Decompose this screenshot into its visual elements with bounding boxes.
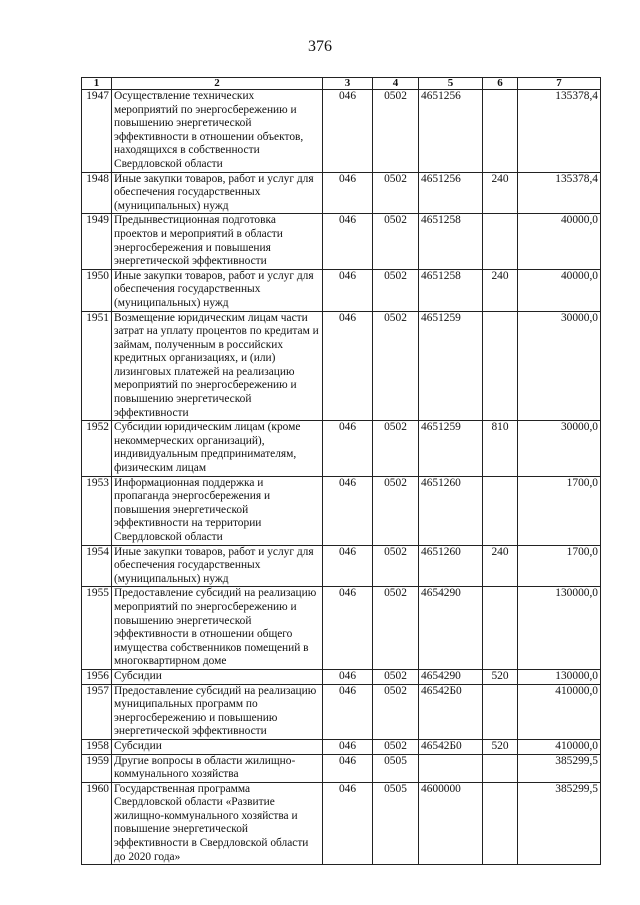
section-code: 0502	[373, 587, 419, 670]
table-row	[82, 587, 601, 670]
section-code: 0502	[373, 421, 419, 476]
admin-code: 046	[323, 669, 373, 684]
expense-type-code	[483, 90, 518, 173]
item-name: Другие вопросы в области жилищно-коммунального хозяйства	[112, 754, 323, 782]
target-article-code: 4651258	[419, 214, 483, 269]
table-row	[82, 90, 601, 173]
page-number: 376	[308, 38, 332, 55]
item-name: Предынвестиционная подготовка проектов и мероприятий в области энергосбережения и повышения энергетической эффективности	[112, 214, 323, 269]
column-header: 4	[373, 78, 419, 90]
amount: 135378,4	[518, 90, 601, 173]
expense-type-code: 240	[483, 269, 518, 311]
row-number: 1948	[82, 172, 112, 214]
target-article-code: 4651259	[419, 421, 483, 476]
admin-code: 046	[323, 754, 373, 782]
section-code: 0502	[373, 545, 419, 587]
table-row	[82, 782, 601, 865]
expense-type-code	[483, 782, 518, 865]
table-row	[82, 669, 601, 684]
target-article-code: 4654290	[419, 669, 483, 684]
admin-code: 046	[323, 421, 373, 476]
item-name: Информационная поддержка и пропаганда энергосбережения и повышения энергетической эффективности на территории Свердловской области	[112, 476, 323, 545]
section-code: 0502	[373, 684, 419, 739]
expense-type-code	[483, 754, 518, 782]
expense-type-code	[483, 311, 518, 421]
table-row	[82, 754, 601, 782]
table-row	[82, 269, 601, 311]
target-article-code: 4651258	[419, 269, 483, 311]
row-number: 1957	[82, 684, 112, 739]
item-name: Государственная программа Свердловской области «Развитие жилищно-коммунального хозяйства и повышение энергетической эффективности в Свердловской области до 2020 года»	[112, 782, 323, 865]
column-header: 6	[483, 78, 518, 90]
table-row	[82, 684, 601, 739]
target-article-code: 4654290	[419, 587, 483, 670]
amount: 385299,5	[518, 782, 601, 865]
admin-code: 046	[323, 172, 373, 214]
admin-code: 046	[323, 214, 373, 269]
section-code: 0502	[373, 172, 419, 214]
section-code: 0505	[373, 782, 419, 865]
target-article-code: 4651260	[419, 545, 483, 587]
table-row	[82, 739, 601, 754]
target-article-code: 4651259	[419, 311, 483, 421]
section-code: 0505	[373, 754, 419, 782]
column-header: 3	[323, 78, 373, 90]
expense-type-code	[483, 214, 518, 269]
admin-code: 046	[323, 587, 373, 670]
item-name: Иные закупки товаров, работ и услуг для обеспечения государственных (муниципальных) нужд	[112, 545, 323, 587]
amount: 130000,0	[518, 587, 601, 670]
admin-code: 046	[323, 269, 373, 311]
amount: 1700,0	[518, 545, 601, 587]
expense-type-code	[483, 587, 518, 670]
item-name: Субсидии	[112, 669, 323, 684]
amount: 410000,0	[518, 684, 601, 739]
admin-code: 046	[323, 782, 373, 865]
section-code: 0502	[373, 739, 419, 754]
row-number: 1951	[82, 311, 112, 421]
admin-code: 046	[323, 476, 373, 545]
expense-type-code	[483, 476, 518, 545]
section-code: 0502	[373, 476, 419, 545]
amount: 30000,0	[518, 421, 601, 476]
admin-code: 046	[323, 545, 373, 587]
item-name: Возмещение юридическим лицам части затрат на уплату процентов по кредитам и займам, полученным в российских кредитных организациях, и (или) лизинговых платежей на реализацию мероприятий по энергосбережению и повышению энергетической эффективности	[112, 311, 323, 421]
amount: 385299,5	[518, 754, 601, 782]
admin-code: 046	[323, 684, 373, 739]
budget-table	[81, 77, 601, 865]
row-number: 1953	[82, 476, 112, 545]
admin-code: 046	[323, 90, 373, 173]
row-number: 1956	[82, 669, 112, 684]
section-code: 0502	[373, 214, 419, 269]
amount: 1700,0	[518, 476, 601, 545]
item-name: Субсидии юридическим лицам (кроме некоммерческих организаций), индивидуальным предпринимателям, физическим лицам	[112, 421, 323, 476]
section-code: 0502	[373, 311, 419, 421]
amount: 135378,4	[518, 172, 601, 214]
expense-type-code: 520	[483, 739, 518, 754]
table-row	[82, 421, 601, 476]
item-name: Иные закупки товаров, работ и услуг для обеспечения государственных (муниципальных) нужд	[112, 172, 323, 214]
table-row	[82, 172, 601, 214]
column-header: 2	[112, 78, 323, 90]
target-article-code: 46542Б0	[419, 684, 483, 739]
item-name: Предоставление субсидий на реализацию муниципальных программ по энергосбережению и повышению энергетической эффективности	[112, 684, 323, 739]
row-number: 1955	[82, 587, 112, 670]
table-row	[82, 214, 601, 269]
target-article-code: 4600000	[419, 782, 483, 865]
row-number: 1947	[82, 90, 112, 173]
row-number: 1954	[82, 545, 112, 587]
column-header: 5	[419, 78, 483, 90]
admin-code: 046	[323, 739, 373, 754]
row-number: 1949	[82, 214, 112, 269]
expense-type-code: 240	[483, 172, 518, 214]
item-name: Осуществление технических мероприятий по энергосбережению и повышению энергетической эффективности в отношении объектов, находящихся в собственности Свердловской области	[112, 90, 323, 173]
section-code: 0502	[373, 269, 419, 311]
section-code: 0502	[373, 669, 419, 684]
amount: 30000,0	[518, 311, 601, 421]
amount: 130000,0	[518, 669, 601, 684]
item-name: Иные закупки товаров, работ и услуг для обеспечения государственных (муниципальных) нужд	[112, 269, 323, 311]
row-number: 1950	[82, 269, 112, 311]
row-number: 1958	[82, 739, 112, 754]
expense-type-code: 520	[483, 669, 518, 684]
target-article-code	[419, 754, 483, 782]
amount: 410000,0	[518, 739, 601, 754]
column-header: 7	[518, 78, 601, 90]
section-code: 0502	[373, 90, 419, 173]
admin-code: 046	[323, 311, 373, 421]
amount: 40000,0	[518, 214, 601, 269]
row-number: 1952	[82, 421, 112, 476]
expense-type-code: 810	[483, 421, 518, 476]
header-row	[82, 78, 601, 90]
item-name: Субсидии	[112, 739, 323, 754]
row-number: 1959	[82, 754, 112, 782]
amount: 40000,0	[518, 269, 601, 311]
expense-type-code: 240	[483, 545, 518, 587]
table-row	[82, 545, 601, 587]
row-number: 1960	[82, 782, 112, 865]
target-article-code: 4651260	[419, 476, 483, 545]
table-row	[82, 311, 601, 421]
expense-type-code	[483, 684, 518, 739]
target-article-code: 4651256	[419, 172, 483, 214]
item-name: Предоставление субсидий на реализацию мероприятий по энергосбережению и повышению энергетической эффективности в отношении общего имущества собственников помещений в многоквартирном доме	[112, 587, 323, 670]
column-header: 1	[82, 78, 112, 90]
target-article-code: 4651256	[419, 90, 483, 173]
table-body	[82, 90, 601, 865]
table-row	[82, 476, 601, 545]
target-article-code: 46542Б0	[419, 739, 483, 754]
